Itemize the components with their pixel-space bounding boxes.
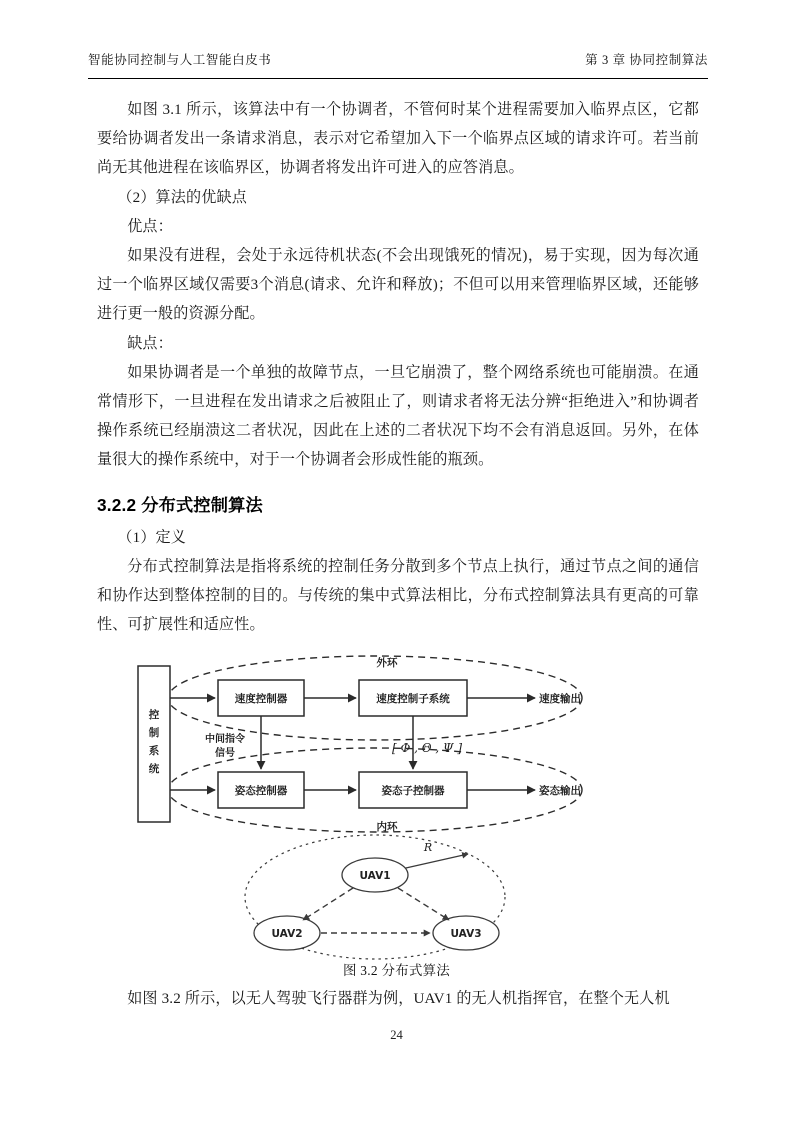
paragraph-2-subsection: （2）算法的优缺点	[117, 189, 248, 206]
paragraph-4-advantages-body: 如果没有进程，会处于永远待机状态(不会出现饿死的情况)，易于实现，因为每次通过一个临界区域仅需要3个消息(请求、允许和释放)；不但可以用来管理临界区域，还能够进行更一般的资源分配。	[97, 248, 699, 323]
link-uav1-to-uav2	[303, 888, 353, 920]
paragraph-6-disadvantages-body: 如果协调者是一个单独的故障节点，一旦它崩溃了，整个网络系统也可能崩溃。在通常情形下，一旦进程在发出请求之后被阻止了，则请求者将无法分辨“拒绝进入”和协调者操作系统已经崩溃这二者状况，因此在上述的二者状况下均不会有消息返回。另外，在体量很大的操作系统中，对于一个协调者会形成性能的瓶颈。	[97, 364, 699, 469]
outer-loop-label: 外环	[376, 657, 398, 669]
uav2-label: UAV2	[271, 928, 303, 940]
mid-command-label-line1: 中间指令	[205, 734, 245, 745]
body-content	[97, 96, 699, 640]
paragraph-5-disadvantages-label: 缺点：	[127, 335, 173, 352]
speed-controller-label: 速度控制器	[234, 693, 288, 705]
speed-output-label: 速度输出	[539, 693, 581, 705]
control-system-box	[138, 666, 170, 822]
control-system-label-char3: 系	[148, 745, 160, 757]
header-right-chapter: 第 3 章 协同控制算法	[585, 53, 708, 67]
paragraph-8-definition-body: 分布式控制算法是指将系统的控制任务分散到多个节点上执行，通过节点之间的通信和协作达到整体控制的目的。与传统的集中式算法相比，分布式控制算法具有更高的可靠性、可扩展性和适应性。	[97, 558, 699, 634]
uav1-label: UAV1	[359, 870, 391, 882]
figure-caption: 图 3.2 分布式算法	[342, 963, 451, 978]
page-number: 24	[390, 1028, 403, 1042]
angle-vector-label: [ Φ , Θ , Ψ ]	[391, 741, 463, 755]
radius-label: R	[423, 841, 433, 854]
control-system-label-char4: 统	[148, 763, 160, 775]
radius-arrow	[397, 854, 468, 870]
figure-3-2	[97, 642, 699, 972]
inner-loop-label: 内环	[376, 821, 398, 833]
attitude-output-label: 姿态输出	[539, 785, 581, 797]
control-system-label-char2: 制	[148, 727, 160, 739]
speed-subsystem-label: 速度控制子系统	[376, 693, 450, 705]
header-left-title: 智能协同控制与人工智能白皮书	[88, 53, 272, 67]
distributed-algorithm-diagram	[97, 642, 699, 962]
mid-command-label-line2: 信号	[215, 748, 235, 759]
control-system-label-char1: 控	[148, 709, 160, 721]
paragraph-9: 如图 3.2 所示，以无人驾驶飞行器群为例，UAV1 的无人机指挥官，在整个无人机	[127, 991, 670, 1007]
running-header	[88, 50, 708, 68]
link-uav1-to-uav3	[398, 888, 449, 920]
closing-text	[97, 985, 699, 1014]
paragraph-3-advantages-label: 优点：	[127, 218, 173, 235]
section-heading-3-2-2: 3.2.2 分布式控制算法	[97, 494, 263, 515]
attitude-controller-label: 姿态控制器	[234, 785, 288, 797]
paragraph-7-definition-label: （1）定义	[117, 529, 187, 546]
paragraph-1: 如图 3.1 所示，该算法中有一个协调者，不管何时某个进程需要加入临界点区，它都要给协调者发出一条请求消息，表示对它希望加入下一个临界点区域的请求许可。若当前尚无其他进程在该临界区，协调者将发出许可进入的应答消息。	[97, 102, 699, 177]
uav3-label: UAV3	[450, 928, 482, 940]
attitude-subsystem-label: 姿态子控制器	[381, 785, 445, 797]
header-rule	[88, 78, 708, 79]
